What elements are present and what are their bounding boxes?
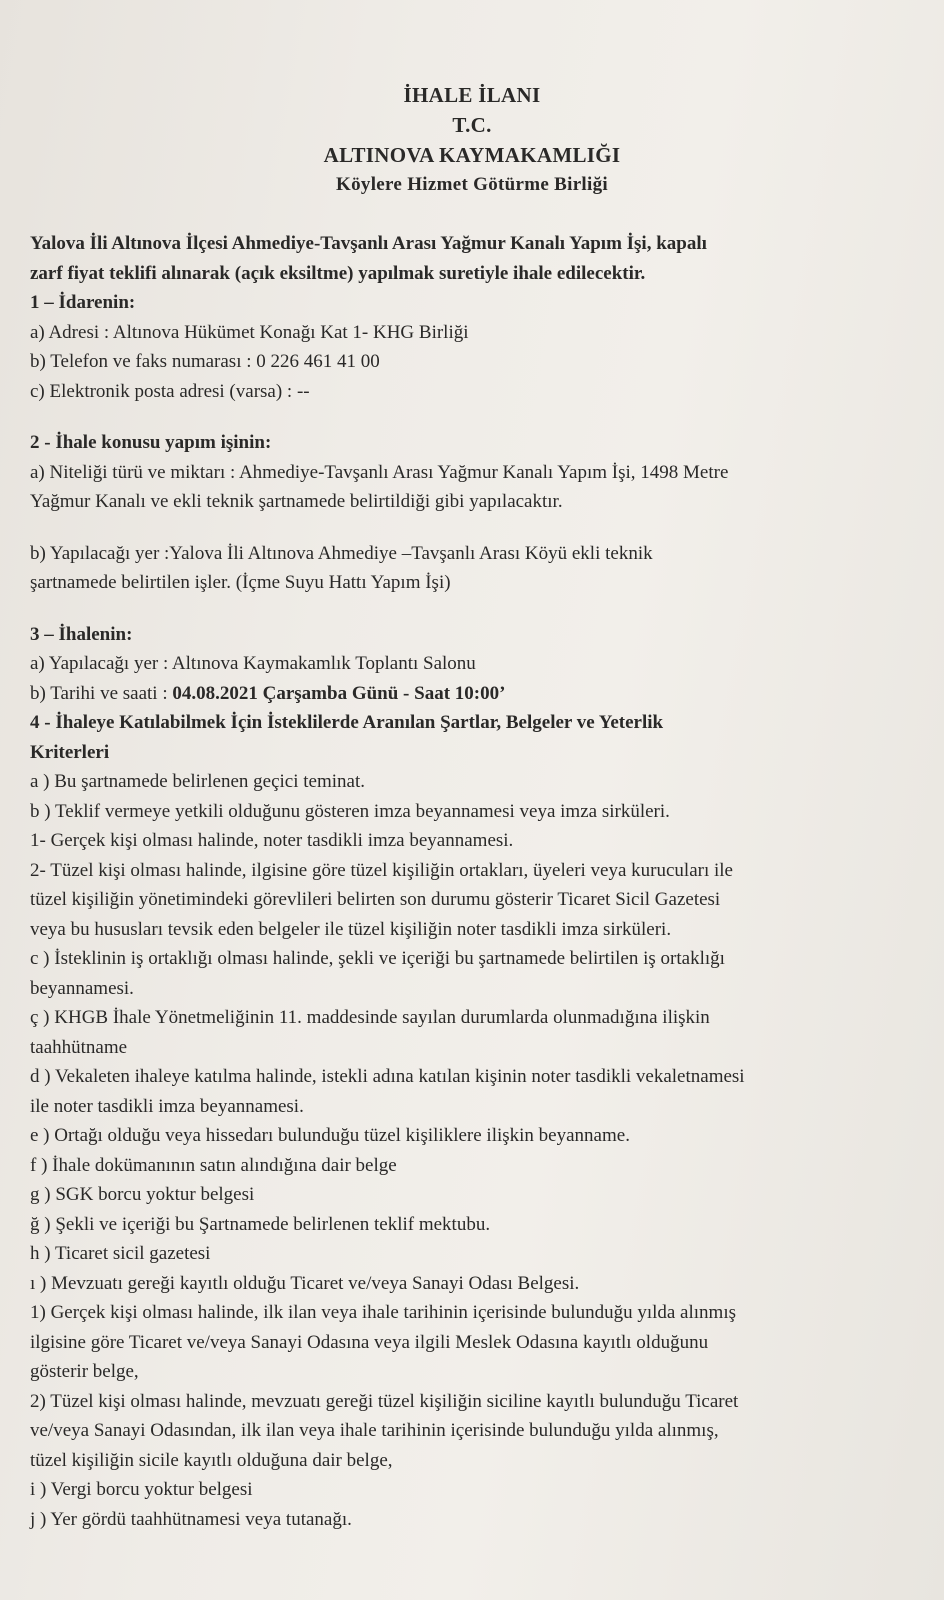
requirement-line: ç ) KHGB İhale Yönetmeliğinin 11. maddesinde sayılan durumlarda olunmadığına ilişkin (30, 1007, 710, 1028)
requirement-line: d ) Vekaleten ihaleye katılma halinde, istekli adına katılan kişinin noter tasdikli vekaletnamesi (30, 1066, 745, 1087)
requirement-line: a ) Bu şartnamede belirlenen geçici teminat. (30, 771, 365, 792)
notice-title: İHALE İLANI (403, 83, 541, 107)
intro-line: Yalova İli Altınova İlçesi Ahmediye-Tavşanlı Arası Yağmur Kanalı Yapım İşi, kapalı (30, 233, 707, 254)
date-label: b) Tarihi ve saati : (30, 682, 173, 704)
requirement-line: c ) İsteklinin iş ortaklığı olması halinde, şekli ve içeriği bu şartnamede belirtilen iş ortaklığı (30, 948, 725, 969)
requirement-line: 1) Gerçek kişi olması halinde, ilk ilan veya ihale tarihinin içerisinde bulunduğu yılda alınmış (30, 1302, 736, 1323)
spacer (30, 598, 930, 620)
section-4-heading: 4 - İhaleye Katılabilmek İçin İsteklilerde Aranılan Şartlar, Belgeler ve Yeterlik (30, 712, 664, 733)
requirement-line: tüzel kişiliğin yönetimindeki görevlileri belirten son durumu gösterir Ticaret Sicil Gazetesi (30, 889, 721, 910)
requirement-line: 1- Gerçek kişi olması halinde, noter tasdikli imza beyannamesi. (30, 830, 514, 851)
document-body (30, 229, 930, 1534)
section-2-line: şartnamede belirtilen işler. (İçme Suyu Hattı Yapım İşi) (30, 572, 451, 593)
requirement-line: h ) Ticaret sicil gazetesi (30, 1243, 211, 1264)
requirement-line: taahhütname (30, 1036, 128, 1058)
section-1-heading: 1 – İdarenin: (30, 292, 136, 313)
section-3-line: a) Yapılacağı yer : Altınova Kaymakamlık Toplantı Salonu (30, 653, 476, 674)
requirement-line: e ) Ortağı olduğu veya hissedarı bulunduğu tüzel kişiliklere ilişkin beyanname. (30, 1125, 630, 1146)
section-2-line: a) Niteliği türü ve miktarı : Ahmediye-Tavşanlı Arası Yağmur Kanalı Yapım İşi, 1498 Metre (30, 461, 729, 483)
requirement-line: g ) SGK borcu yoktur belgesi (30, 1184, 255, 1205)
requirement-line: gösterir belge, (30, 1361, 139, 1382)
requirement-line: ve/veya Sanayi Odasından, ilk ilan veya ihale tarihinin içerisinde bulunduğu yılda alınmış, (30, 1420, 719, 1441)
section-1-line: b) Telefon ve faks numarası : 0 226 461 41 00 (30, 351, 380, 372)
requirement-line: veya bu hususları tevsik eden belgeler ile tüzel kişiliğin noter tasdikli imza sirküleri. (30, 918, 672, 940)
requirement-line: ilgisine göre Ticaret ve/veya Sanayi Odasına veya ilgili Meslek Odasına kayıtlı olduğunu (30, 1331, 709, 1353)
section-2-heading: 2 - İhale konusu yapım işinin: (30, 432, 272, 453)
section-1-line: a) Adresi : Altınova Hükümet Konağı Kat 1- KHG Birliği (30, 321, 469, 343)
section-2-line: b) Yapılacağı yer :Yalova İli Altınova Ahmediye –Tavşanlı Arası Köyü ekli teknik (30, 542, 653, 564)
requirement-line: tüzel kişiliğin sicile kayıtlı olduğuna dair belge, (30, 1449, 393, 1471)
date-value: 04.08.2021 Çarşamba Günü - Saat 10:00’ (172, 682, 506, 704)
requirement-line: f ) İhale dokümanının satın alındığına dair belge (30, 1154, 397, 1176)
intro-line: zarf fiyat teklifi alınarak (açık eksiltme) yapılmak suretiyle ihale edilecektir. (30, 262, 646, 284)
union-name: Köylere Hizmet Götürme Birliği (336, 174, 608, 195)
requirement-line: ı ) Mevzuatı gereği kayıtlı olduğu Ticaret ve/veya Sanayi Odası Belgesi. (30, 1272, 580, 1294)
section-3-heading: 3 – İhalenin: (30, 623, 133, 645)
state-label: T.C. (452, 113, 492, 137)
document-header (0, 80, 944, 200)
requirement-line: ile noter tasdikli imza beyannamesi. (30, 1095, 304, 1117)
section-2-line: Yağmur Kanalı ve ekli teknik şartnamede belirtildiği gibi yapılacaktır. (30, 491, 563, 512)
spacer (30, 406, 930, 428)
spacer (30, 517, 930, 539)
requirement-line: 2- Tüzel kişi olması halinde, ilgisine göre tüzel kişiliğin ortakları, üyeleri veya kurucuları ile (30, 859, 733, 881)
requirement-line: 2) Tüzel kişi olması halinde, mevzuatı gereği tüzel kişiliğin siciline kayıtlı bulunduğu Ticaret (30, 1390, 739, 1412)
office-name: ALTINOVA KAYMAKAMLIĞI (323, 143, 621, 167)
section-3-date-line (30, 679, 930, 709)
section-1-line: c) Elektronik posta adresi (varsa) : -- (30, 380, 310, 402)
requirement-line: j ) Yer gördü taahhütnamesi veya tutanağı. (30, 1508, 352, 1530)
requirement-line: beyannamesi. (30, 977, 134, 999)
section-4-heading: Kriterleri (30, 741, 110, 763)
requirement-line: i ) Vergi borcu yoktur belgesi (30, 1479, 253, 1500)
requirement-line: ğ ) Şekli ve içeriği bu Şartnamede belirlenen teklif mektubu. (30, 1213, 491, 1235)
requirement-line: b ) Teklif vermeye yetkili olduğunu gösteren imza beyannamesi veya imza sirküleri. (30, 800, 670, 822)
